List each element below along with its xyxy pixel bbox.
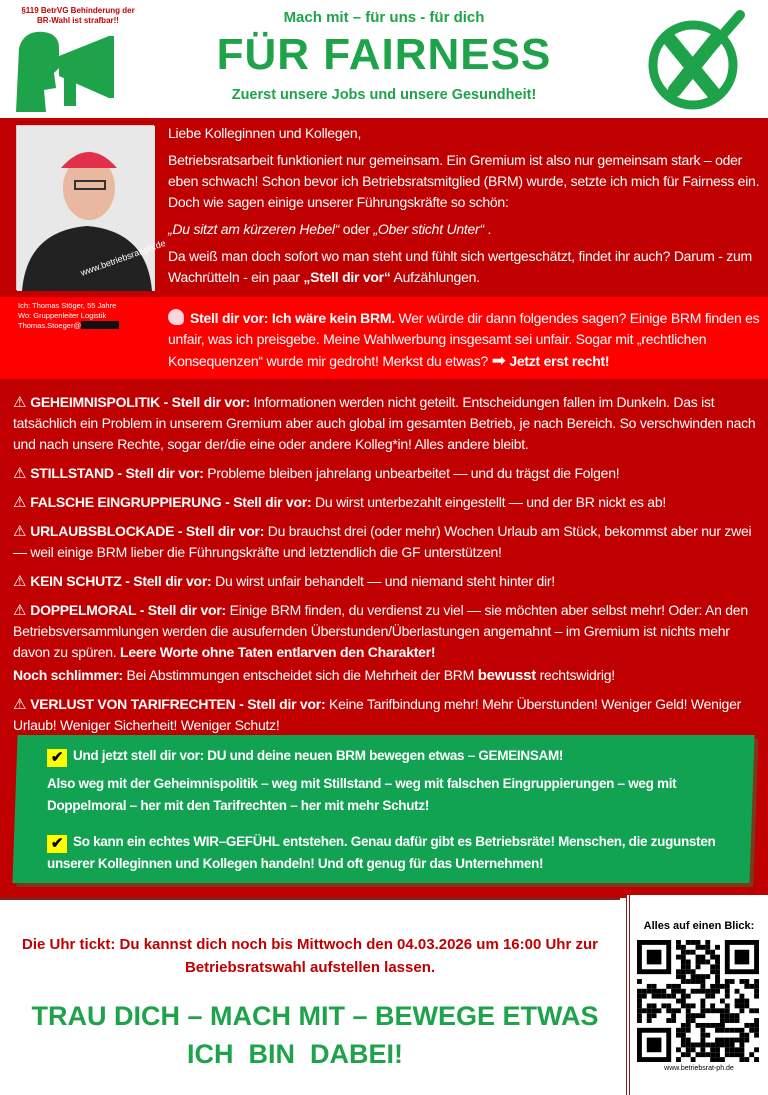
worse-bold: Noch schlimmer: xyxy=(13,667,123,683)
issue-item xyxy=(13,600,758,663)
worse-note xyxy=(13,665,758,686)
issue-text: Du brauchst drei (oder mehr) Wochen Urlaub am Stück, bekommst aber nur zwei — weil einige BRM lieber die Führungskräfte und letztendlich die GF unterstützen! xyxy=(13,523,752,560)
portrait-photo xyxy=(16,125,167,290)
worse-end: rechtswidrig! xyxy=(535,667,615,683)
warning-icon: ⚠ xyxy=(13,465,27,482)
cta-line xyxy=(47,831,727,875)
issue-head: URLAUBSBLOCKADE - Stell dir vor: xyxy=(30,523,265,539)
issue-text: Informationen werden nicht geteilt. Entscheidungen fallen im Dunkeln. Das ist tatsächlich ein Problem in unserem Gremium aber auch global im gesamten Betrieb, je nach Bereich. So verschwinden nach und nach unsere Rechte, sogar der/die eine oder andere Kolleg*in! Alles andere bleibt. xyxy=(13,394,756,452)
p2-bold: „Stell dir vor“ xyxy=(303,269,391,285)
quote-joiner: oder xyxy=(339,221,374,237)
issue-text: Du wirst unterbezahlt eingestellt — und der BR nickt es ab! xyxy=(311,494,667,510)
slogan xyxy=(0,997,630,1073)
cta-text-1: Und jetzt stell dir vor: DU und deine neuen BRM bewegen etwas – GEMEINSAM! xyxy=(73,748,564,763)
warning-icon: ⚠ xyxy=(13,602,27,619)
slogan-line-2: ICH BIN DABEI! xyxy=(187,1039,403,1069)
issue-head: GEHEIMNISPOLITIK - Stell dir vor: xyxy=(30,394,250,410)
p2-text: Da weiß man doch sofort wo man steht und fühlt sich wertgeschätzt, findet ihr auch? Darum - zum Wachrütteln - ein paar xyxy=(168,248,752,285)
warning-icon: ⚠ xyxy=(13,696,27,713)
cta-text-3: So kann ein echtes WIR–GEFÜHL entstehen. Genau dafür gibt es Betriebsräte! Menschen, die zugunsten unserer Kolleginnen und Kollegen handeln! Und oft genug für das Unternehmen! xyxy=(47,834,716,871)
intro-paragraph-2 xyxy=(168,246,768,288)
call-to-action-text xyxy=(47,745,727,881)
checkmark-icon: ✔ xyxy=(47,835,67,853)
page-title: FÜR FAIRNESS xyxy=(216,30,552,79)
issue-list xyxy=(13,392,758,744)
issue-text: Probleme bleiben jahrelang unbearbeitet — und du trägst die Folgen! xyxy=(203,465,620,481)
issue-item xyxy=(13,492,758,513)
quotes xyxy=(168,219,768,240)
slogan-line-1: TRAU DICH – MACH MIT – BEWEGE ETWAS xyxy=(31,1001,599,1031)
issue-head: VERLUST VON TARIFRECHTEN - Stell dir vor: xyxy=(30,696,326,712)
issue-head: KEIN SCHUTZ - Stell dir vor: xyxy=(30,573,212,589)
brain-icon xyxy=(168,309,184,325)
redacted-box xyxy=(81,321,119,329)
intro-text xyxy=(168,123,768,294)
checkmark-icon: ✔ xyxy=(47,749,67,767)
shirt-text: www.betriebsrat-ph.de xyxy=(79,237,167,278)
warning-icon: ⚠ xyxy=(13,494,27,511)
email-text: Thomas.Stoeger@ xyxy=(18,321,82,330)
tagline: Mach mit – für uns - für dich xyxy=(283,9,485,26)
worse-text: Bei Abstimmungen entscheidet sich die Mehrheit der BRM xyxy=(122,667,478,683)
band-bold: Stell dir vor: Ich wäre kein BRM. xyxy=(190,310,395,326)
issue-item xyxy=(13,392,758,455)
profile-name: Ich: Thomas Stöger, 55 Jahre xyxy=(18,301,117,310)
qr-label: Alles auf einen Blick: xyxy=(643,920,755,932)
profile-email xyxy=(18,321,119,331)
vote-check-icon xyxy=(645,10,745,110)
worse-emph: bewusst xyxy=(477,667,536,684)
profile-role: Wo: Gruppenleiter Logistik xyxy=(18,311,107,320)
cta-line xyxy=(47,745,727,767)
cta-line: Also weg mit der Geheimnispolitik – weg mit Stillstand – weg mit falschen Eingruppierungen – weg mit Doppelmoral – her mit den Tarifrechten – her mit mehr Schutz! xyxy=(47,776,677,813)
issue-item xyxy=(13,571,758,592)
issue-head: DOPPELMORAL - Stell dir vor: xyxy=(30,602,226,618)
greeting: Liebe Kolleginnen und Kollegen, xyxy=(168,125,362,141)
quote-2: „Ober sticht Unter“ xyxy=(373,221,484,237)
warning-icon: ⚠ xyxy=(13,523,27,540)
arrow-right-icon: ➡ xyxy=(491,351,506,370)
quote-end: . xyxy=(483,221,492,237)
issue-text: Einige BRM finden, du verdienst zu viel — sie möchten aber selbst mehr! Oder: An den Betriebsversammlungen werden die ausufernden Überstunden/Überlastungen angemahnt – im Gremium ist nichts mehr davon zu spüren. xyxy=(13,602,748,660)
intro-paragraph: Betriebsratsarbeit funktioniert nur gemeinsam. Ein Gremium ist also nur gemeinsam stark – oder eben schwach! Schon bevor ich Betriebsratsmitglied (BRM) wurde, setzte ich mich für Fairness ein. Doch wie sagen einige unserer Führungskräfte so schön: xyxy=(168,152,760,210)
issue-bold: Leere Worte ohne Taten entlarven den Charakter! xyxy=(120,644,436,660)
issue-text: Keine Tarifbindung mehr! Mehr Überstunden! Weniger Geld! Weniger Urlaub! Weniger Sicherheit! Weniger Schutz! xyxy=(13,696,742,733)
legal-notice: §119 BetrVG Behinderung der BR-Wahl ist strafbar!! xyxy=(21,6,135,25)
qr-code[interactable] xyxy=(637,940,759,1062)
issue-item xyxy=(13,694,758,736)
p2-end: Aufzählungen. xyxy=(390,269,480,285)
qr-url[interactable]: www.betriebsrat-ph.de xyxy=(664,1065,734,1072)
band-end: Jetzt erst recht! xyxy=(509,353,610,369)
issue-head: STILLSTAND - Stell dir vor: xyxy=(30,465,204,481)
warning-icon: ⚠ xyxy=(13,573,27,590)
issue-text: Du wirst unfair behandelt — und niemand steht hinter dir! xyxy=(211,573,555,589)
band-text xyxy=(168,308,763,372)
warning-icon: ⚠ xyxy=(13,394,27,411)
deadline-notice: Die Uhr tickt: Du kannst dich noch bis Mittwoch den 04.03.2026 um 16:00 Uhr zur Betriebsratswahl aufstellen lassen. xyxy=(22,936,598,976)
profile-caption xyxy=(18,301,119,331)
band-body: Wer würde dir dann folgendes sagen? Einige BRM finden es unfair, was ich preisgebe. Meine Wahlwerbung insgesamt sei unfair. Sogar mit „rechtlichen Konsequenzen“ wurde mir gedroht! Merkst du etwas? xyxy=(168,310,760,369)
quote-1: „Du sitzt am kürzeren Hebel“ xyxy=(168,221,340,237)
subtitle: Zuerst unsere Jobs und unsere Gesundheit! xyxy=(231,87,537,103)
issue-item xyxy=(13,521,758,563)
issue-item xyxy=(13,463,758,484)
issue-head: FALSCHE EINGRUPPIERUNG - Stell dir vor: xyxy=(30,494,312,510)
